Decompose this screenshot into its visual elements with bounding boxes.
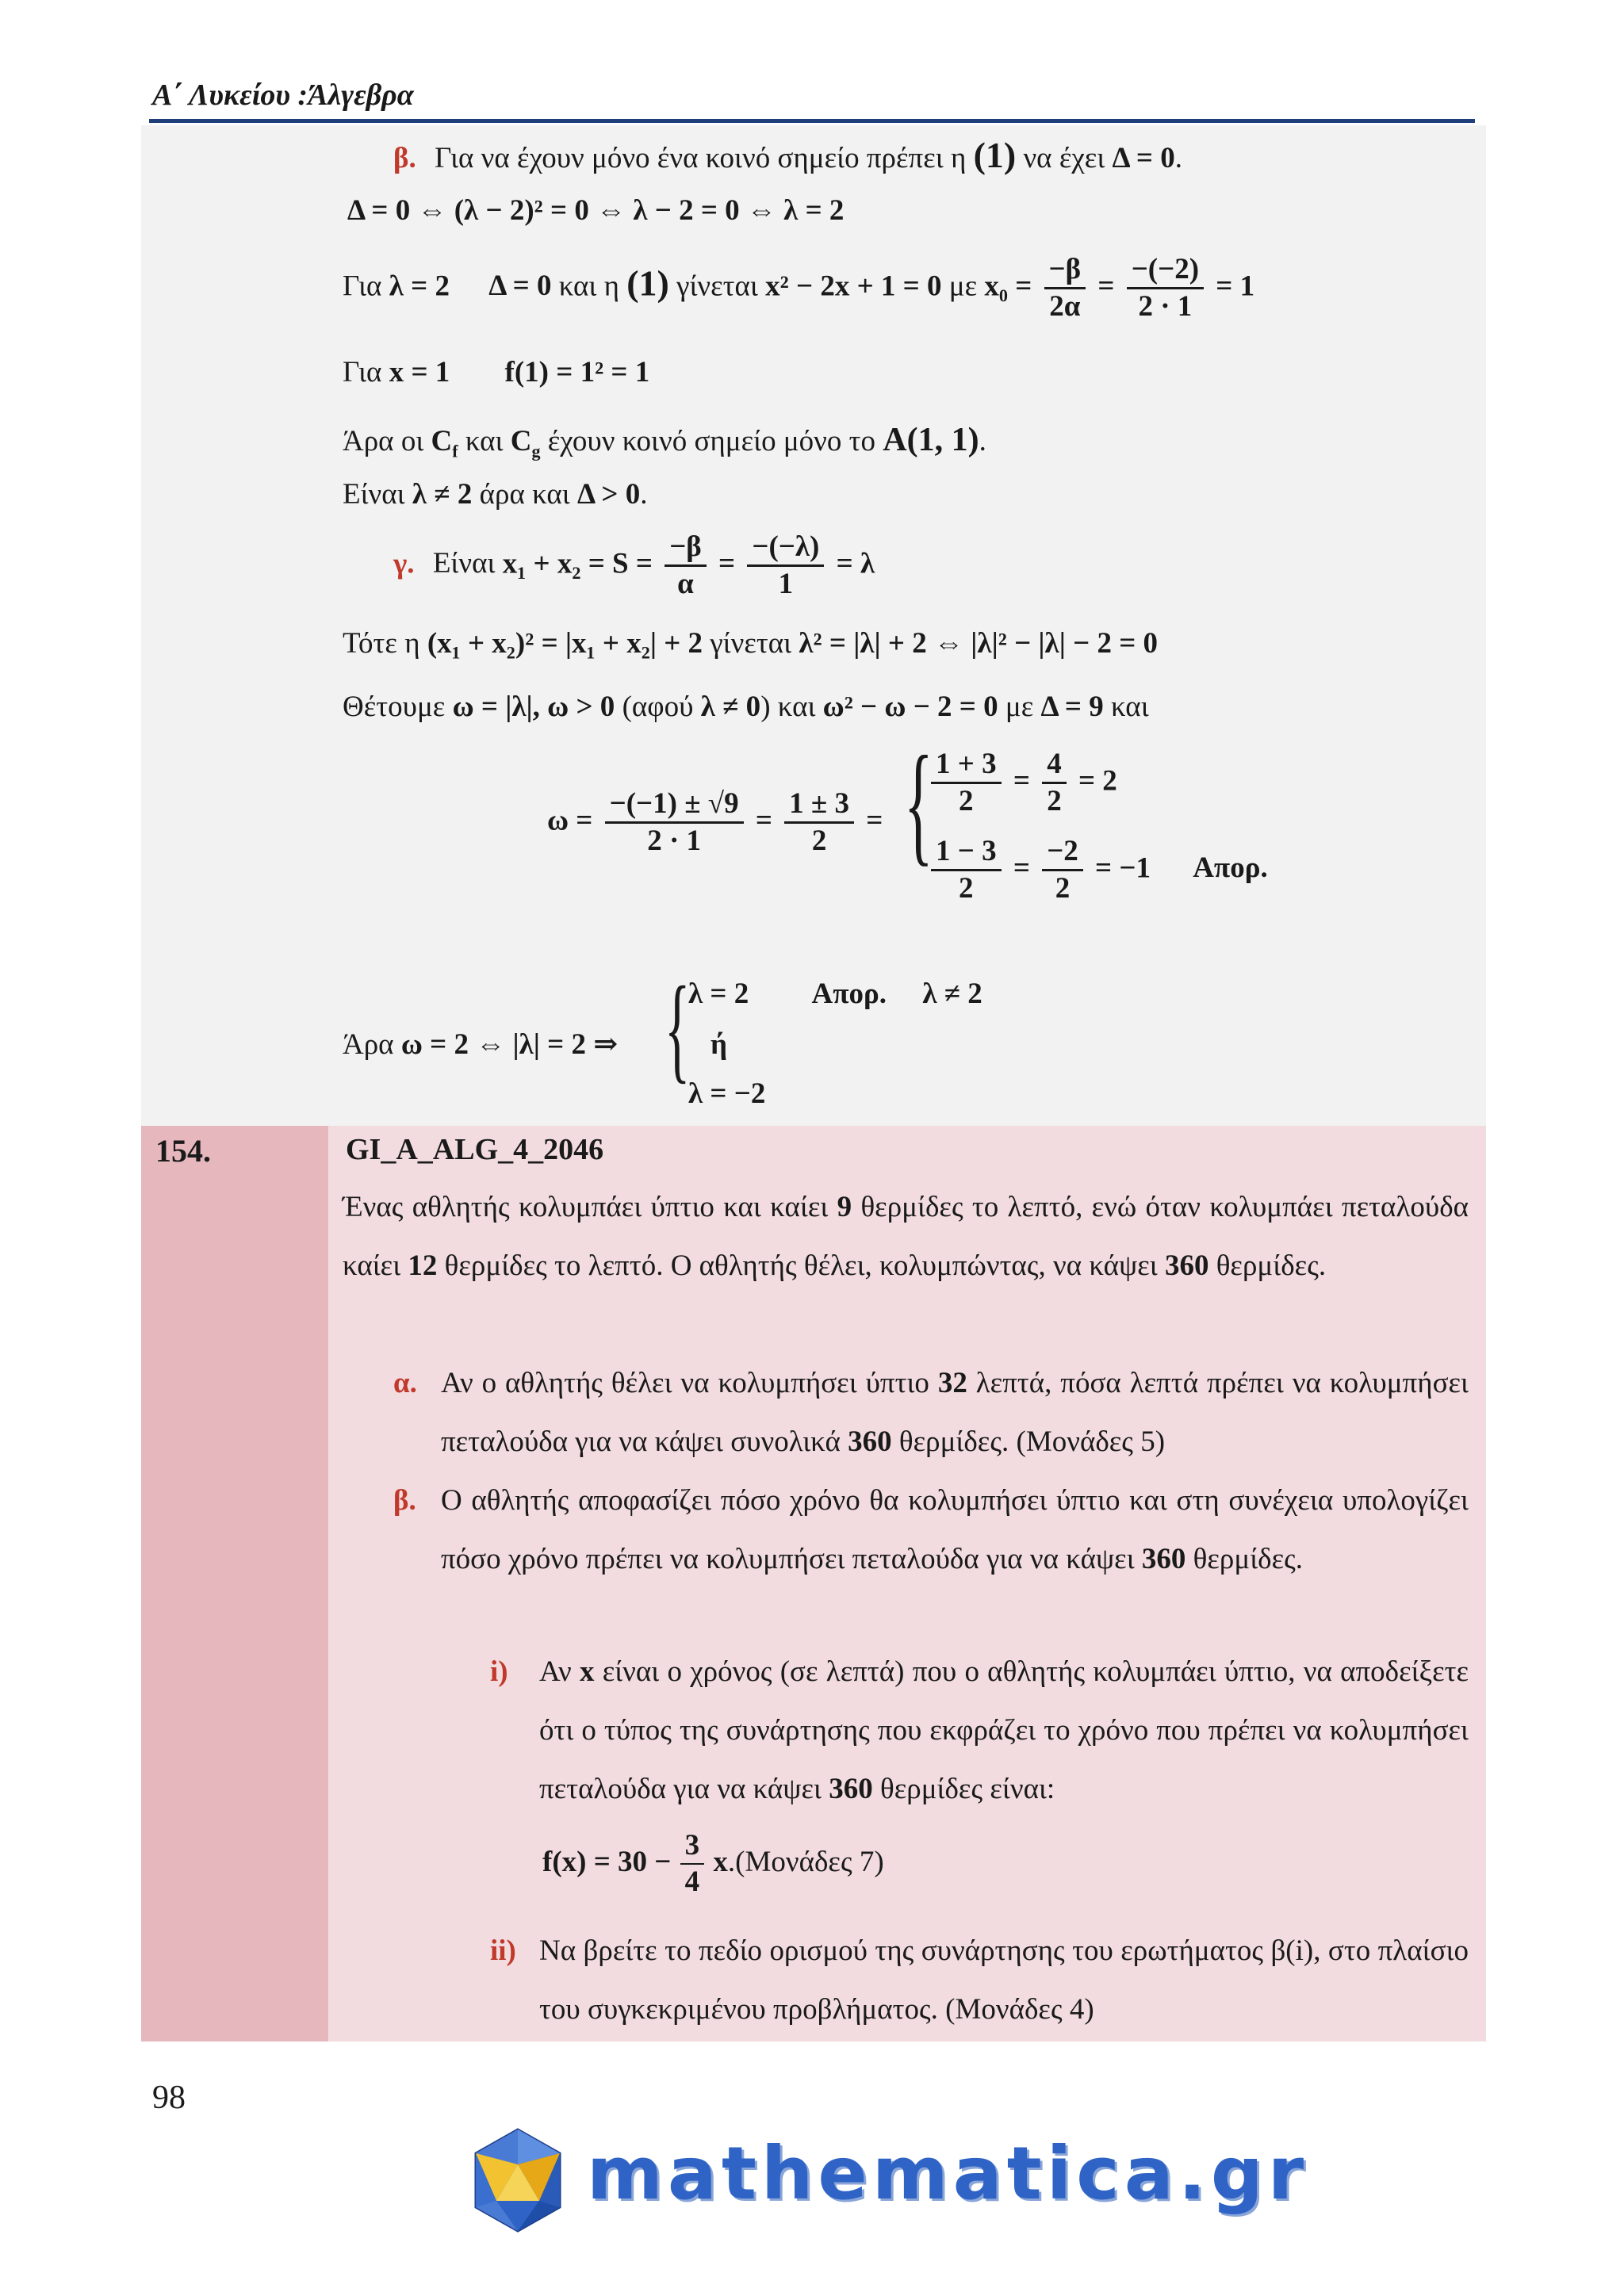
fraction-num: −(−2) [1127, 252, 1204, 289]
math: = 2 [1078, 764, 1117, 798]
math: x₀ = [984, 270, 1032, 303]
page-header-title: Α΄ Λυκείου :Άλγεβρα [152, 78, 414, 112]
text: και [465, 425, 504, 457]
fraction-num: 1 ± 3 [784, 786, 854, 824]
fraction-den: 2 [1055, 872, 1071, 905]
math: x² − 2x + 1 = 0 [765, 270, 942, 303]
fraction [747, 530, 824, 603]
fraction-num: −(−1) ± √9 [605, 786, 744, 824]
text: Για [343, 270, 382, 303]
omega-equation: ω = $\frac{-(-1) \pm √9}{2 \cdot 1}$ = $\frac{1 \pm 3}{2}$ = [547, 786, 883, 859]
math: Δ = 9 [1040, 691, 1104, 723]
solution-g-line2 [343, 626, 1158, 661]
header-rule [149, 119, 1475, 123]
exercise-b-label: β. [393, 1484, 416, 1517]
math: ω = [547, 804, 593, 837]
exercise-a-label: α. [393, 1367, 417, 1399]
fraction-den: 2 · 1 [647, 825, 702, 858]
text: Είναι [432, 547, 496, 580]
math: λ = 2 [389, 270, 450, 303]
fraction [931, 834, 1002, 907]
text: κολυμπήσει πεταλούδα για να κάψει συνολικά [441, 1367, 1469, 1458]
final-case-1 [688, 977, 982, 1012]
exercise-bii [539, 1922, 1469, 2039]
math: C [431, 425, 453, 457]
number: 360 [829, 1773, 873, 1805]
fraction-num: −2 [1042, 834, 1083, 871]
text: Για να έχουν μόνο ένα κοινό σημείο πρέπει η [435, 142, 967, 174]
fraction-den: 2 [959, 872, 974, 905]
text: (αφού [622, 691, 694, 723]
text: θερμίδες. (Μονάδες 5) [898, 1425, 1166, 1458]
points: .(Μονάδες 7) [727, 1845, 884, 1878]
math: f(x) = 30 − [542, 1845, 672, 1878]
fraction-num: 1 − 3 [931, 834, 1002, 871]
reject-label: Απορ. [1193, 851, 1268, 885]
math: λ = 2 [688, 978, 749, 1010]
solution-b-line5: Άρα οι $C_f$ και $C_g$ έχουν κοινό σημείο μόνο το A(1, 1). [343, 422, 986, 461]
fraction-num: 3 [680, 1828, 705, 1865]
text: με [1005, 691, 1034, 723]
number: 12 [408, 1249, 438, 1282]
fraction [1044, 252, 1086, 325]
math: Δ = 0 [1112, 142, 1175, 174]
fraction [665, 530, 707, 603]
fraction-den: 2 [959, 785, 974, 818]
fraction-den: α [677, 568, 694, 601]
exercise-bii-label: ii) [490, 1934, 516, 1967]
eq-ref: (1) [973, 135, 1017, 175]
number: 360 [1141, 1543, 1186, 1575]
fraction-den: 2 [1047, 785, 1062, 818]
solution-g-line3 [343, 690, 1149, 725]
exercise-bi [539, 1643, 1469, 1819]
subscript: f [452, 441, 458, 461]
math: (x₁ + x₂)² = |x₁ + x₂| + 2 [427, 627, 703, 660]
exercise-a [441, 1354, 1469, 1471]
subscript: g [531, 441, 541, 461]
math: λ ≠ 0 [700, 691, 761, 723]
math: λ ≠ 2 [922, 978, 982, 1010]
text: θερμίδες. [1193, 1543, 1304, 1575]
math: Δ = 0 [488, 270, 552, 303]
exercise-bi-label: i) [490, 1655, 508, 1688]
fraction [1042, 747, 1067, 820]
number: 32 [937, 1367, 967, 1399]
final-line [343, 1027, 618, 1062]
exercise-number: 154. [155, 1133, 211, 1169]
math: x [579, 1655, 595, 1688]
text: γίνεται [676, 270, 758, 303]
fraction-den: 2 · 1 [1138, 290, 1193, 323]
fraction-num: −(−λ) [747, 530, 824, 567]
fraction [784, 786, 854, 859]
solution-b-line3: Για λ = 2 Δ = 0 και η (1) γίνεται x² − 2x + 1 = 0 με x₀ = $\frac{-\beta}{2\alpha}$ = $\frac{-(-2)}{2 \cdot 1}$ = 1 [343, 252, 1254, 325]
fraction [931, 747, 1002, 820]
solution-b-label: β. [393, 142, 416, 174]
math: = 1 [1216, 270, 1255, 303]
math: f(1) = 1² = 1 [504, 356, 650, 388]
exercise-a-label-wrap [393, 1354, 441, 1413]
text: θερμίδες το λεπτό, ενώ όταν κολυμπάει [860, 1191, 1333, 1223]
exercise-bi-formula [542, 1828, 884, 1900]
exercise-b-label-wrap [393, 1471, 441, 1530]
exercise-number-cell [141, 1126, 328, 2042]
fraction-num: 1 + 3 [931, 747, 1002, 784]
text: έχουν κοινό σημείο μόνο το [547, 425, 876, 457]
exercise-code: GI_A_ALG_4_2046 [346, 1133, 604, 1166]
number: 360 [1164, 1249, 1209, 1282]
solution-b-line2: Δ = 0 ⇔ (λ − 2)² = 0 ⇔ λ − 2 = 0 ⇔ λ = 2 [347, 194, 845, 227]
text: αποδείξετε ότι ο τύπος της συνάρτησης που εκφράζει το χρόνο που [539, 1655, 1469, 1747]
text: και [1110, 691, 1149, 723]
text: Αν [539, 1655, 572, 1688]
fraction-num: 4 [1042, 747, 1067, 784]
text: Είναι [343, 478, 405, 511]
math: ω = |λ|, ω > 0 [452, 691, 615, 723]
text: Να βρείτε το πεδίο ορισμού της συνάρτησης του ερωτήματος β(i), στο [539, 1934, 1371, 1967]
text: γίνεται [710, 627, 792, 660]
fraction [680, 1828, 705, 1900]
final-or: ή [710, 1028, 728, 1061]
text: ) και [760, 691, 816, 723]
math: ω = 2 ⇔ |λ| = 2 ⇒ [400, 1028, 619, 1061]
fraction-den: 2α [1049, 290, 1081, 323]
text: πρέπει να κολυμπήσει πεταλούδα για να κάψει [539, 1714, 1469, 1805]
math: x [713, 1845, 728, 1878]
text: Άρα οι [343, 425, 424, 457]
text: Άρα [343, 1028, 394, 1061]
exercise-b [441, 1471, 1469, 1589]
text: με [948, 270, 978, 303]
eq-ref: (1) [626, 262, 669, 304]
math: λ ≠ 2 [412, 478, 473, 511]
text: Για [343, 356, 382, 388]
omega-case-top: $\frac{1 + 3}{2}$ = $\frac{4}{2}$ = 2 [926, 747, 1117, 820]
page-number: 98 [152, 2080, 186, 2116]
left-brace: { [904, 729, 933, 878]
text: άρα και [479, 478, 570, 511]
math: C [510, 425, 532, 457]
exercise-intro [343, 1178, 1469, 1295]
text: θερμίδες. [1216, 1249, 1327, 1282]
text: να έχει [1023, 142, 1105, 174]
exercise-bi-label-wrap [490, 1643, 538, 1701]
reject-label: Απορ. [811, 978, 887, 1010]
text: θερμίδες είναι: [879, 1773, 1055, 1805]
text: Τότε η [343, 627, 420, 660]
fraction [1127, 252, 1204, 325]
text: πλαίσιο του συγκεκριμένου προβλήματος. (Μονάδες 4) [539, 1934, 1469, 2026]
text: υπολογίζει πόσο χρόνο πρέπει να κολυμπήσει πεταλούδα για να κάψει [441, 1484, 1469, 1575]
fraction-den: 1 [778, 568, 794, 601]
text: Ο αθλητής αποφασίζει πόσο χρόνο θα κολυμπήσει ύπτιο και στη συνέχεια [441, 1484, 1334, 1517]
text: και η [558, 270, 619, 303]
left-brace: { [665, 962, 691, 1094]
icosahedron-icon [466, 2125, 569, 2236]
text: πεταλούδα καίει [343, 1191, 1469, 1282]
text: Ένας αθλητής κολυμπάει ύπτιο και καίει [343, 1191, 829, 1223]
math: = λ [836, 547, 875, 580]
math: ω² − ω − 2 = 0 [822, 691, 998, 723]
fraction-num: −β [1044, 252, 1086, 289]
text: είναι ο χρόνος (σε λεπτά) που ο αθλητής κολυμπάει ύπτιο, να [602, 1655, 1332, 1688]
text: Θέτουμε [343, 691, 446, 723]
solution-b-line4 [343, 355, 649, 390]
fraction-den: 4 [684, 1866, 700, 1899]
fraction [605, 786, 744, 859]
solution-b-line1: β. Για να έχουν μόνο ένα κοινό σημείο πρέπει η (1) να έχει Δ = 0. [393, 135, 1183, 175]
solution-g-label: γ. [393, 547, 415, 580]
math: = −1 [1095, 851, 1151, 885]
omega-case-bottom: $\frac{1 - 3}{2}$ = $\frac{-2}{2}$ = −1 Απορ. [926, 834, 1268, 907]
exercise-bii-label-wrap [490, 1922, 538, 1980]
solution-g-line1: γ. Είναι x₁ + x₂ = S = $\frac{-\beta}{\alpha}$ = $\frac{-(-\lambda)}{1}$ = λ [393, 530, 875, 603]
number: 9 [837, 1191, 852, 1223]
logo-text[interactable]: mathematica.gr [587, 2131, 1309, 2216]
solution-b-line6: Είναι λ ≠ 2 άρα και Δ > 0. [343, 478, 648, 511]
fraction-den: 2 [811, 825, 827, 858]
math: x = 1 [389, 356, 450, 388]
final-case-2: λ = −2 [688, 1077, 766, 1110]
text: Αν ο αθλητής θέλει να κολυμπήσει ύπτιο [441, 1367, 929, 1399]
math: Δ > 0 [577, 478, 641, 511]
fraction [1042, 834, 1083, 907]
math: A(1, 1) [883, 422, 979, 458]
math: λ² = |λ| + 2 ⇔ |λ|² − |λ| − 2 = 0 [799, 627, 1159, 660]
fraction-num: −β [665, 530, 707, 567]
number: 360 [848, 1425, 892, 1458]
math: x₁ + x₂ = S = [502, 547, 653, 580]
text: λεπτά, πόσα λεπτά πρέπει να [975, 1367, 1321, 1399]
text: θερμίδες το λεπτό. Ο αθλητής θέλει, κολυμπώντας, να κάψει [444, 1249, 1158, 1282]
